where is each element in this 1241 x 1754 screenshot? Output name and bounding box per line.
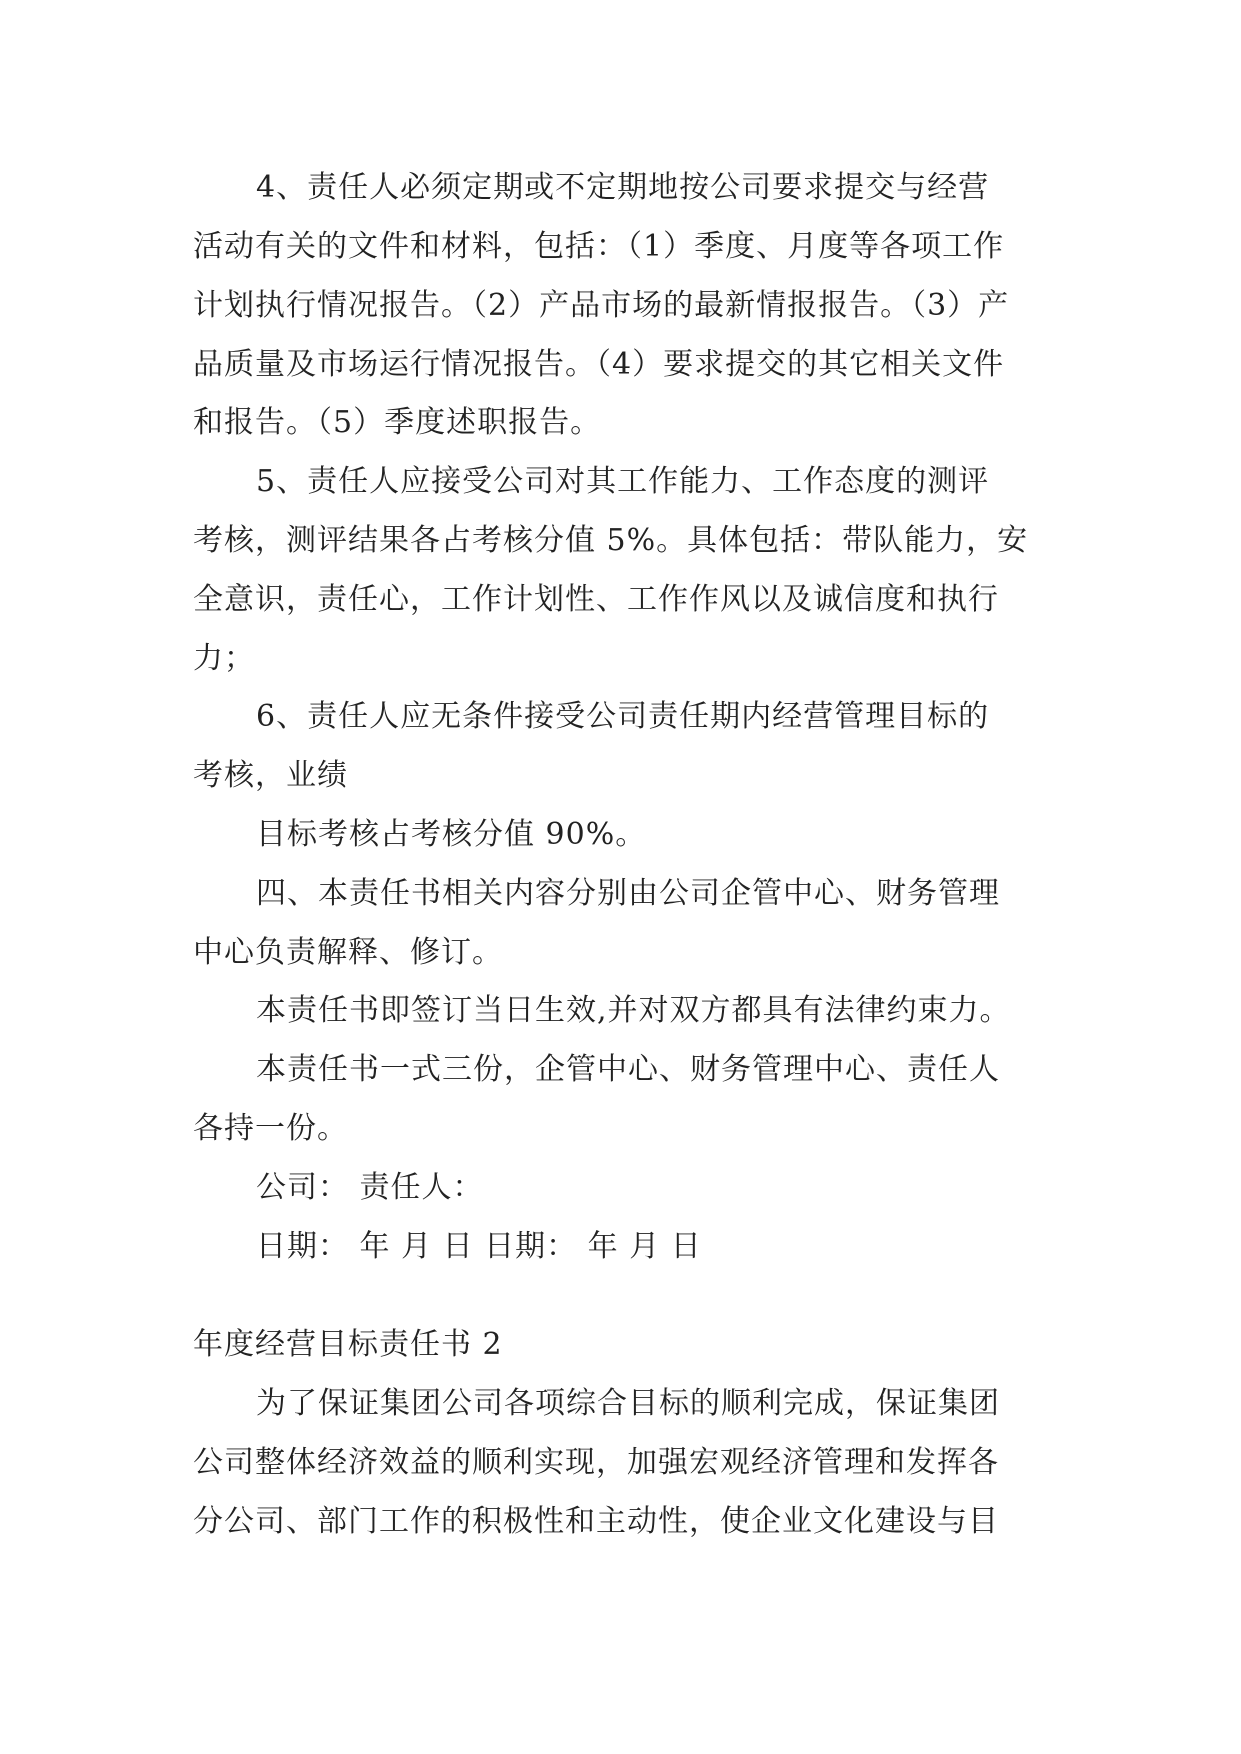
text-line: 活动有关的文件和材料，包括：（1）季度、月度等各项工作 — [193, 229, 1005, 264]
text-line: 公司整体经济效益的顺利实现，加强宏观经济管理和发挥各 — [193, 1445, 999, 1480]
text-line: 品质量及市场运行情况报告。（4）要求提交的其它相关文件 — [193, 347, 1005, 382]
text-line: 中心负责解释、修订。 — [193, 935, 503, 970]
text-line: 考核，业绩 — [193, 758, 348, 793]
text-line: 4、责任人必须定期或不定期地按公司要求提交与经营 — [256, 170, 990, 205]
text-line: 计划执行情况报告。（2）产品市场的最新情报报告。（3）产 — [193, 288, 1010, 323]
text-line: 考核，测评结果各占考核分值 5%。具体包括：带队能力，安 — [193, 523, 1029, 558]
text-line: 力； — [193, 641, 255, 676]
section-title: 年度经营目标责任书 2 — [193, 1327, 503, 1362]
signature-date-line: 日期： 年 月 日 日期： 年 月 日 — [256, 1229, 702, 1264]
text-line: 5、责任人应接受公司对其工作能力、工作态度的测评 — [256, 464, 990, 499]
text-line: 本责任书即签订当日生效,并对双方都具有法律约束力。 — [256, 993, 1011, 1028]
text-line: 全意识，责任心，工作计划性、工作作风以及诚信度和执行 — [193, 582, 999, 617]
text-line: 6、责任人应无条件接受公司责任期内经营管理目标的 — [256, 699, 990, 734]
text-line: 为了保证集团公司各项综合目标的顺利完成，保证集团 — [256, 1386, 1000, 1421]
text-line: 和报告。（5）季度述职报告。 — [193, 405, 602, 440]
signature-company-line: 公司： 责任人： — [256, 1170, 484, 1205]
text-line: 目标考核占考核分值 90%。 — [256, 817, 647, 852]
text-line: 分公司、部门工作的积极性和主动性，使企业文化建设与目 — [193, 1504, 999, 1539]
text-line: 四、本责任书相关内容分别由公司企管中心、财务管理 — [256, 876, 1000, 911]
text-line: 各持一份。 — [193, 1111, 348, 1146]
text-line: 本责任书一式三份，企管中心、财务管理中心、责任人 — [256, 1052, 1000, 1087]
